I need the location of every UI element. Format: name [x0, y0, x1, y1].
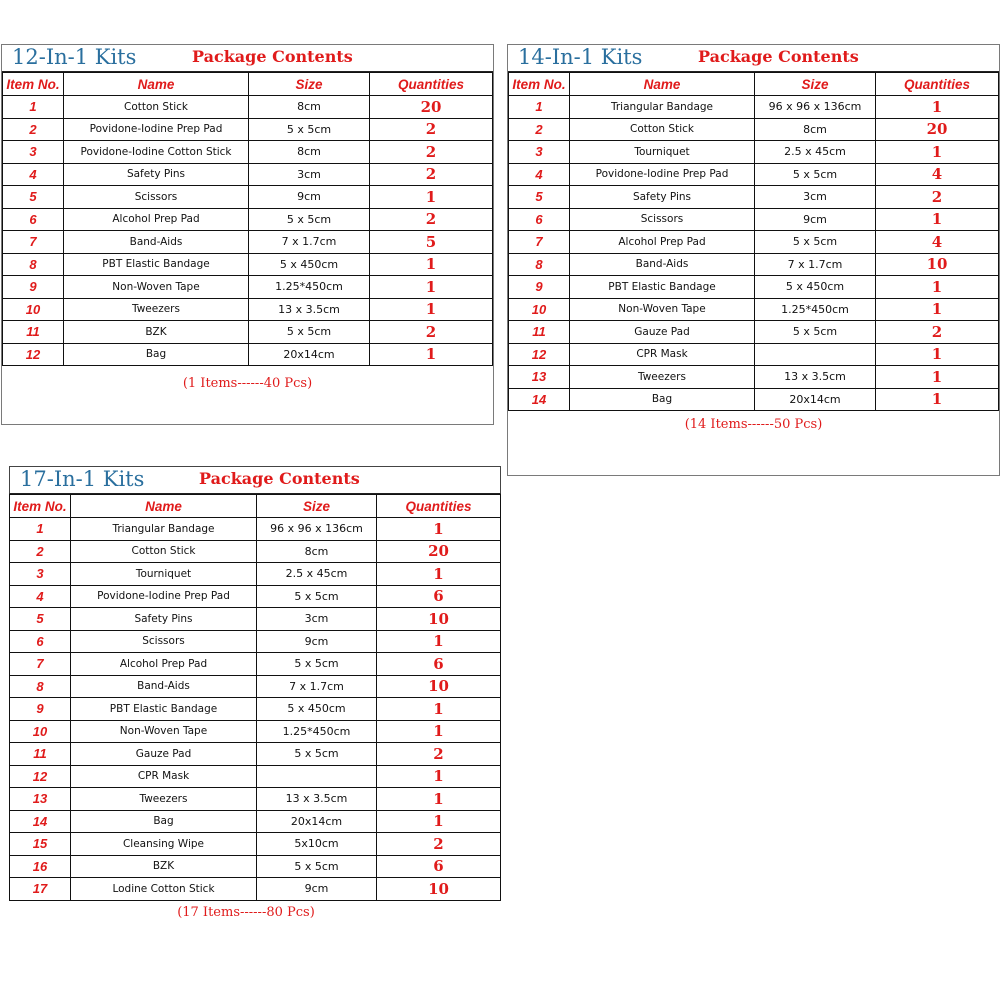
item-size-cell	[257, 765, 377, 788]
table-row	[3, 231, 493, 254]
item-quantity-cell: 20	[370, 96, 493, 119]
kit-header	[2, 45, 493, 72]
item-size-cell: 5 x 5cm	[755, 163, 876, 186]
item-size-cell: 8cm	[755, 118, 876, 141]
item-size-cell: 7 x 1.7cm	[249, 231, 370, 254]
table-header-row	[3, 73, 493, 96]
item-number-cell: 11	[3, 321, 64, 344]
contents-table	[2, 72, 493, 366]
table-row	[3, 118, 493, 141]
item-name-cell: Scissors	[570, 208, 755, 231]
item-quantity-cell: 5	[370, 231, 493, 254]
item-name-cell: Tweezers	[64, 298, 249, 321]
item-name-cell: Band-Aids	[64, 231, 249, 254]
item-name-cell: Povidone-Iodine Prep Pad	[64, 118, 249, 141]
item-name-cell: Tourniquet	[71, 563, 257, 586]
item-quantity-cell: 10	[876, 253, 999, 276]
item-number-cell: 6	[10, 630, 71, 653]
item-size-cell: 5 x 5cm	[257, 855, 377, 878]
table-row	[509, 231, 999, 254]
item-size-cell: 5 x 5cm	[257, 585, 377, 608]
item-number-cell: 4	[3, 163, 64, 186]
item-number-cell: 7	[3, 231, 64, 254]
table-row	[10, 518, 501, 541]
item-size-cell: 7 x 1.7cm	[257, 675, 377, 698]
item-number-cell: 9	[3, 276, 64, 299]
item-name-cell: Alcohol Prep Pad	[570, 231, 755, 254]
table-row	[509, 298, 999, 321]
table-row	[3, 163, 493, 186]
item-number-cell: 15	[10, 833, 71, 856]
item-size-cell: 20x14cm	[257, 810, 377, 833]
table-row	[3, 253, 493, 276]
item-size-cell: 96 x 96 x 136cm	[257, 518, 377, 541]
item-number-cell: 3	[509, 141, 570, 164]
item-name-cell: Non-Woven Tape	[71, 720, 257, 743]
item-size-cell: 1.25*450cm	[257, 720, 377, 743]
item-name-cell: Band-Aids	[570, 253, 755, 276]
item-quantity-cell: 1	[377, 720, 501, 743]
item-number-cell: 3	[3, 141, 64, 164]
item-size-cell: 5 x 5cm	[257, 653, 377, 676]
item-quantity-cell: 1	[876, 298, 999, 321]
item-quantity-cell: 20	[876, 118, 999, 141]
item-name-cell: Gauze Pad	[71, 743, 257, 766]
table-row	[509, 343, 999, 366]
item-number-cell: 10	[3, 298, 64, 321]
item-size-cell: 8cm	[249, 141, 370, 164]
item-size-cell: 5 x 5cm	[249, 208, 370, 231]
item-size-cell: 2.5 x 45cm	[257, 563, 377, 586]
item-name-cell: Cotton Stick	[570, 118, 755, 141]
item-name-cell: Tweezers	[570, 366, 755, 389]
item-quantity-cell: 1	[876, 276, 999, 299]
table-row	[509, 321, 999, 344]
item-number-cell: 1	[509, 96, 570, 119]
item-name-cell: Cleansing Wipe	[71, 833, 257, 856]
item-size-cell	[755, 343, 876, 366]
item-number-cell: 6	[509, 208, 570, 231]
item-name-cell: Scissors	[64, 186, 249, 209]
table-row	[10, 630, 501, 653]
kit-title: 14-In-1 Kits	[518, 45, 643, 69]
table-row	[509, 208, 999, 231]
table-row	[10, 585, 501, 608]
item-quantity-cell: 6	[377, 585, 501, 608]
item-quantity-cell: 1	[370, 343, 493, 366]
table-row	[509, 163, 999, 186]
header-size: Size	[755, 73, 876, 96]
item-number-cell: 8	[509, 253, 570, 276]
item-number-cell: 12	[509, 343, 570, 366]
item-size-cell: 5 x 5cm	[755, 321, 876, 344]
item-size-cell: 1.25*450cm	[249, 276, 370, 299]
item-number-cell: 2	[3, 118, 64, 141]
item-size-cell: 1.25*450cm	[755, 298, 876, 321]
item-name-cell: Safety Pins	[71, 608, 257, 631]
item-quantity-cell: 1	[876, 141, 999, 164]
item-quantity-cell: 1	[370, 276, 493, 299]
table-row	[10, 608, 501, 631]
item-quantity-cell: 2	[370, 163, 493, 186]
kit-title: 12-In-1 Kits	[12, 45, 137, 69]
item-quantity-cell: 1	[377, 518, 501, 541]
table-row	[3, 298, 493, 321]
item-number-cell: 1	[10, 518, 71, 541]
item-quantity-cell: 4	[876, 163, 999, 186]
item-quantity-cell: 2	[876, 321, 999, 344]
table-row	[509, 388, 999, 411]
table-row	[3, 321, 493, 344]
item-number-cell: 14	[509, 388, 570, 411]
table-row	[10, 788, 501, 811]
item-quantity-cell: 2	[377, 743, 501, 766]
table-row	[3, 141, 493, 164]
table-row	[3, 343, 493, 366]
header-name: Name	[64, 73, 249, 96]
item-size-cell: 9cm	[257, 878, 377, 901]
item-number-cell: 11	[10, 743, 71, 766]
item-quantity-cell: 10	[377, 675, 501, 698]
item-name-cell: Band-Aids	[71, 675, 257, 698]
table-row	[3, 96, 493, 119]
item-name-cell: Non-Woven Tape	[570, 298, 755, 321]
table-row	[10, 810, 501, 833]
item-number-cell: 5	[3, 186, 64, 209]
item-quantity-cell: 10	[377, 608, 501, 631]
item-number-cell: 6	[3, 208, 64, 231]
item-name-cell: Povidone-Iodine Cotton Stick	[64, 141, 249, 164]
item-size-cell: 96 x 96 x 136cm	[755, 96, 876, 119]
kit-12-in-1	[1, 44, 494, 425]
item-name-cell: Scissors	[71, 630, 257, 653]
contents-table	[508, 72, 999, 411]
table-row	[10, 563, 501, 586]
item-number-cell: 2	[509, 118, 570, 141]
item-number-cell: 17	[10, 878, 71, 901]
contents-table	[9, 494, 501, 901]
kit-header	[508, 45, 999, 72]
table-row	[509, 276, 999, 299]
item-size-cell: 8cm	[249, 96, 370, 119]
table-row	[10, 855, 501, 878]
item-number-cell: 12	[10, 765, 71, 788]
item-size-cell: 3cm	[755, 186, 876, 209]
item-size-cell: 9cm	[755, 208, 876, 231]
table-header-row	[10, 495, 501, 518]
package-contents-label: Package Contents	[698, 47, 859, 66]
item-quantity-cell: 2	[370, 208, 493, 231]
item-quantity-cell: 1	[377, 630, 501, 653]
item-quantity-cell: 1	[377, 563, 501, 586]
header-quantities: Quantities	[377, 495, 501, 518]
item-number-cell: 4	[10, 585, 71, 608]
kit-summary: (17 Items------80 Pcs)	[177, 904, 315, 920]
item-quantity-cell: 2	[370, 118, 493, 141]
table-row	[10, 743, 501, 766]
item-size-cell: 5 x 5cm	[249, 118, 370, 141]
item-size-cell: 3cm	[249, 163, 370, 186]
table-row	[509, 118, 999, 141]
item-name-cell: Bag	[570, 388, 755, 411]
item-quantity-cell: 1	[370, 186, 493, 209]
table-row	[10, 540, 501, 563]
item-quantity-cell: 10	[377, 878, 501, 901]
header-item-no: Item No.	[10, 495, 71, 518]
item-size-cell: 9cm	[257, 630, 377, 653]
item-quantity-cell: 1	[377, 765, 501, 788]
header-size: Size	[249, 73, 370, 96]
item-size-cell: 9cm	[249, 186, 370, 209]
item-number-cell: 5	[509, 186, 570, 209]
item-quantity-cell: 2	[876, 186, 999, 209]
item-size-cell: 5 x 5cm	[257, 743, 377, 766]
header-size: Size	[257, 495, 377, 518]
item-quantity-cell: 1	[876, 208, 999, 231]
header-quantities: Quantities	[370, 73, 493, 96]
item-name-cell: BZK	[71, 855, 257, 878]
kit-header	[9, 466, 501, 494]
item-size-cell: 8cm	[257, 540, 377, 563]
item-name-cell: Gauze Pad	[570, 321, 755, 344]
table-row	[10, 765, 501, 788]
header-name: Name	[570, 73, 755, 96]
item-number-cell: 2	[10, 540, 71, 563]
table-row	[10, 720, 501, 743]
item-size-cell: 20x14cm	[755, 388, 876, 411]
table-row	[509, 366, 999, 389]
item-number-cell: 8	[10, 675, 71, 698]
item-quantity-cell: 2	[377, 833, 501, 856]
table-row	[10, 653, 501, 676]
item-size-cell: 5 x 450cm	[257, 698, 377, 721]
item-number-cell: 9	[509, 276, 570, 299]
item-number-cell: 13	[509, 366, 570, 389]
item-number-cell: 7	[10, 653, 71, 676]
item-quantity-cell: 1	[377, 788, 501, 811]
item-quantity-cell: 2	[370, 321, 493, 344]
item-quantity-cell: 1	[876, 388, 999, 411]
item-number-cell: 9	[10, 698, 71, 721]
item-number-cell: 12	[3, 343, 64, 366]
item-quantity-cell: 1	[370, 298, 493, 321]
item-name-cell: Tweezers	[71, 788, 257, 811]
item-size-cell: 13 x 3.5cm	[257, 788, 377, 811]
kit-title: 17-In-1 Kits	[20, 467, 145, 491]
item-name-cell: Triangular Bandage	[570, 96, 755, 119]
table-row	[509, 96, 999, 119]
item-size-cell: 13 x 3.5cm	[755, 366, 876, 389]
item-number-cell: 4	[509, 163, 570, 186]
item-quantity-cell: 1	[876, 96, 999, 119]
kit-summary: (14 Items------50 Pcs)	[684, 417, 823, 432]
table-row	[10, 833, 501, 856]
item-quantity-cell: 6	[377, 653, 501, 676]
item-name-cell: Alcohol Prep Pad	[71, 653, 257, 676]
table-header-row	[509, 73, 999, 96]
item-quantity-cell: 1	[377, 698, 501, 721]
item-name-cell: PBT Elastic Bandage	[570, 276, 755, 299]
item-number-cell: 5	[10, 608, 71, 631]
item-name-cell: Lodine Cotton Stick	[71, 878, 257, 901]
item-name-cell: Triangular Bandage	[71, 518, 257, 541]
item-name-cell: PBT Elastic Bandage	[64, 253, 249, 276]
item-name-cell: BZK	[64, 321, 249, 344]
item-size-cell: 3cm	[257, 608, 377, 631]
item-name-cell: Tourniquet	[570, 141, 755, 164]
kit-17-in-1	[9, 466, 501, 966]
item-quantity-cell: 4	[876, 231, 999, 254]
item-size-cell: 7 x 1.7cm	[755, 253, 876, 276]
table-row	[3, 208, 493, 231]
item-name-cell: Bag	[71, 810, 257, 833]
item-name-cell: Safety Pins	[64, 163, 249, 186]
kit-14-in-1	[507, 44, 1000, 476]
item-name-cell: Povidone-Iodine Prep Pad	[570, 163, 755, 186]
table-row	[10, 675, 501, 698]
item-size-cell: 20x14cm	[249, 343, 370, 366]
header-quantities: Quantities	[876, 73, 999, 96]
item-quantity-cell: 1	[876, 343, 999, 366]
table-row	[10, 698, 501, 721]
item-quantity-cell: 1	[370, 253, 493, 276]
item-name-cell: Bag	[64, 343, 249, 366]
item-number-cell: 7	[509, 231, 570, 254]
item-quantity-cell: 1	[377, 810, 501, 833]
item-name-cell: CPR Mask	[570, 343, 755, 366]
item-size-cell: 5 x 450cm	[249, 253, 370, 276]
item-name-cell: Safety Pins	[570, 186, 755, 209]
item-name-cell: PBT Elastic Bandage	[71, 698, 257, 721]
item-name-cell: Non-Woven Tape	[64, 276, 249, 299]
item-number-cell: 16	[10, 855, 71, 878]
table-row	[3, 186, 493, 209]
item-name-cell: Cotton Stick	[64, 96, 249, 119]
table-row	[3, 276, 493, 299]
item-number-cell: 10	[10, 720, 71, 743]
item-name-cell: Cotton Stick	[71, 540, 257, 563]
item-size-cell: 13 x 3.5cm	[249, 298, 370, 321]
package-contents-label: Package Contents	[192, 47, 353, 66]
item-number-cell: 11	[509, 321, 570, 344]
item-size-cell: 5 x 5cm	[755, 231, 876, 254]
item-name-cell: Povidone-Iodine Prep Pad	[71, 585, 257, 608]
table-row	[509, 186, 999, 209]
item-number-cell: 14	[10, 810, 71, 833]
item-name-cell: CPR Mask	[71, 765, 257, 788]
item-quantity-cell: 2	[370, 141, 493, 164]
item-size-cell: 5 x 450cm	[755, 276, 876, 299]
item-quantity-cell: 6	[377, 855, 501, 878]
table-row	[10, 878, 501, 901]
item-number-cell: 13	[10, 788, 71, 811]
kit-summary: (1 Items------40 Pcs)	[182, 376, 313, 391]
item-number-cell: 10	[509, 298, 570, 321]
item-size-cell: 5 x 5cm	[249, 321, 370, 344]
table-row	[509, 253, 999, 276]
item-number-cell: 1	[3, 96, 64, 119]
package-contents-label: Package Contents	[199, 469, 360, 488]
item-name-cell: Alcohol Prep Pad	[64, 208, 249, 231]
table-row	[509, 141, 999, 164]
item-size-cell: 2.5 x 45cm	[755, 141, 876, 164]
item-quantity-cell: 1	[876, 366, 999, 389]
item-quantity-cell: 20	[377, 540, 501, 563]
header-item-no: Item No.	[3, 73, 64, 96]
item-size-cell: 5x10cm	[257, 833, 377, 856]
header-item-no: Item No.	[509, 73, 570, 96]
header-name: Name	[71, 495, 257, 518]
item-number-cell: 3	[10, 563, 71, 586]
item-number-cell: 8	[3, 253, 64, 276]
